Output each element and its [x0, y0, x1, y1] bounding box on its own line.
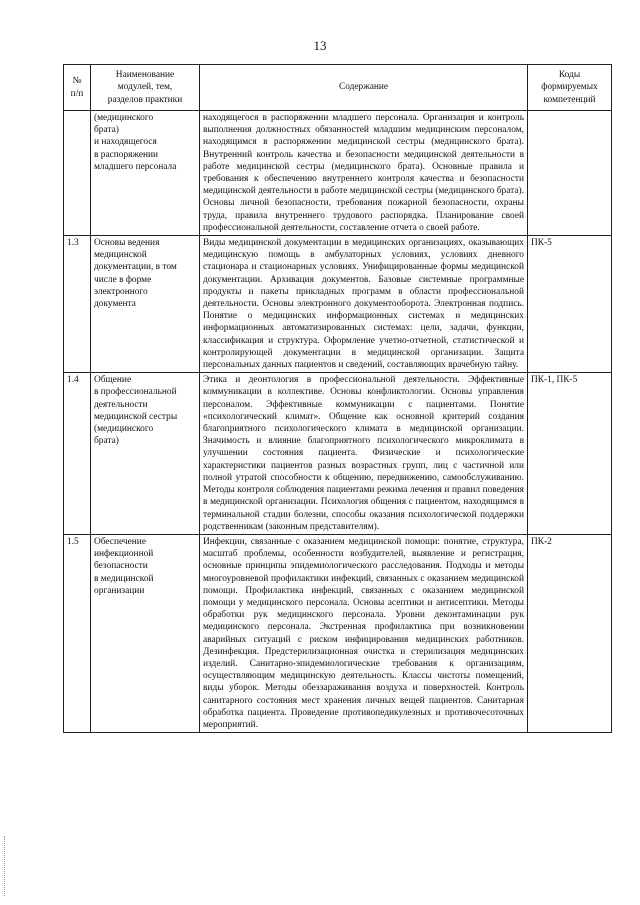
table-row: [64, 111, 612, 236]
table-header-row: [64, 65, 612, 111]
row-content: Этика и деонтология в профессиональной деятельности. Эффективные коммуникации в коллективе. Основы конфликтологии. Основы управления персоналом. Эффективные коммуникации с пациентами. Понятие «психологический климат». Общение как основной критерий создания благоприятного психологического климата в медицинской организации. Значимость и влияние благоприятного психологического микроклимата в улучшении состояния пациента. Физические и психологические характеристики пациентов разных возрастных групп, лиц с частичной или полной утратой способности к общению, передвижению, самообслуживанию. Методы контроля соблюдения пациентами режима лечения и правил поведения в медицинской организации. Психология общения с пациентом, находящимся в терминальной стадии болезни, способы оказания психологической поддержки родственникам (законным представителям).: [200, 373, 528, 535]
row-num: 1.4: [64, 373, 91, 535]
table-row: [64, 236, 612, 373]
row-num: 1.5: [64, 534, 91, 732]
row-content: Виды медицинской документации в медицинских организациях, оказывающих медицинскую помощь в амбулаторных условиях, условиях дневного стационара и стационарных условиях. Унифицированные формы медицинской документации. Архивация документов. Базовые системные программные продукты и пакеты прикладных программ в области профессиональной деятельности. Основы электронного документооборота. Электронная подпись. Понятие о медицинских информационных системах и медицинских информационных автоматизированных системах: цели, задачи, функции, классификация и структура. Оформление учетно-отчетной, статистической и контролирующей документации в медицинской организации. Защита персональных данных пациентов и сведений, составляющих врачебную тайну.: [200, 236, 528, 373]
row-module: (медицинского брата) и находящегося в распоряжении младшего персонала: [91, 111, 200, 236]
row-num: [64, 111, 91, 236]
row-module: Обеспечение инфекционной безопасности в медицинской организации: [91, 534, 200, 732]
scan-margin-marks: [4, 836, 7, 896]
row-module: Основы ведения медицинской документации, в том числе в форме электронного документа: [91, 236, 200, 373]
row-codes: ПК-5: [528, 236, 612, 373]
row-module: Общение в профессиональной деятельности медицинской сестры (медицинского брата): [91, 373, 200, 535]
header-num: № п/п: [64, 65, 91, 111]
row-codes: ПК-2: [528, 534, 612, 732]
curriculum-table: [63, 64, 612, 733]
row-codes: [528, 111, 612, 236]
row-codes: ПК-1, ПК-5: [528, 373, 612, 535]
row-content: находящегося в распоряжении младшего персонала. Организация и контроль выполнения должностных обязанностей младшим медицинским персоналом, находящимся в распоряжении медицинской сестры (медицинского брата). Внутренний контроль качества и безопасности медицинской деятельности в работе медицинской сестры (медицинского брата). Основные правила и требования к обеспечению внутреннего контроля качества и безопасности медицинской деятельности в работе медицинской сестры (медицинского брата). Основы личной безопасности, требования пожарной безопасности, охраны труда, правила внутреннего трудового распорядка. Планирование своей профессиональной деятельности, составление отчета о своей работе.: [200, 111, 528, 236]
page-number: 13: [313, 38, 327, 53]
row-content: Инфекции, связанные с оказанием медицинской помощи: понятие, структура, масштаб проблемы, особенности возбудителей, выявление и регистрация, основные принципы эпидемиологического расследования. Подходы и методы многоуровневой профилактики инфекций, связанных с оказанием медицинской помощи. Профилактика инфекций, связанных с оказанием медицинской помощи у медицинского персонала. Основы асептики и антисептики. Методы обработки рук медицинского персонала. Уровни деконтаминации рук медицинского персонала. Экстренная профилактика при возникновении аварийных ситуаций с риском инфицирования медицинских работников. Дезинфекция. Предстерилизационная очистка и стерилизация медицинских изделий. Санитарно-эпидемиологические требования к организациям, осуществляющим медицинскую деятельность. Классы чистоты помещений, виды уборок. Методы обеззараживания воздуха и поверхностей. Контроль санитарного состояния мест хранения личных вещей пациентов. Санитарная обработка пациента. Проведение противопедикулезных и противочесоточных мероприятий.: [200, 534, 528, 732]
header-content: Содержание: [200, 65, 528, 111]
row-num: 1.3: [64, 236, 91, 373]
header-codes: Коды формируемых компетенций: [528, 65, 612, 111]
table-row: [64, 373, 612, 535]
table-row: [64, 534, 612, 732]
header-module: Наименование модулей, тем, разделов практики: [91, 65, 200, 111]
